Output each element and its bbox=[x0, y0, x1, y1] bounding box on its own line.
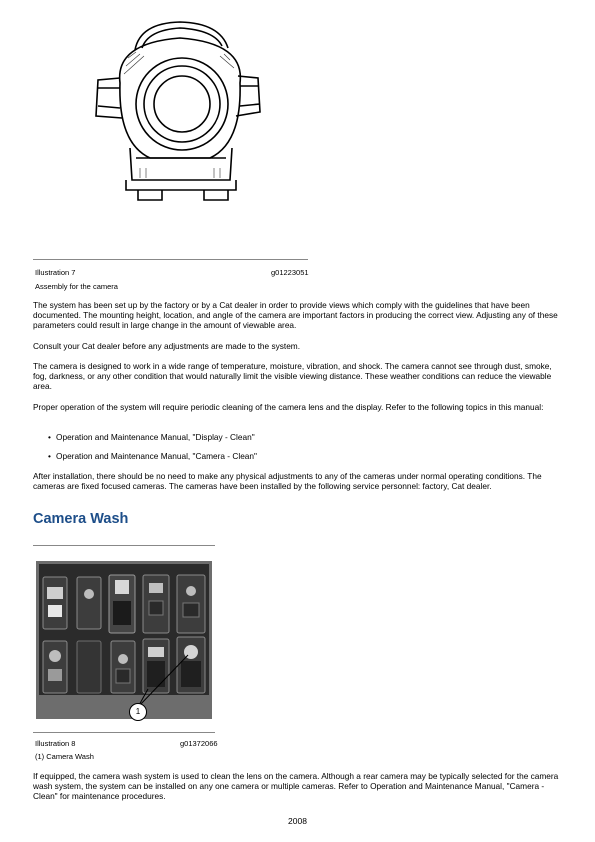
figure1-label: Illustration 7 bbox=[35, 268, 76, 277]
paragraph-consult: Consult your Cat dealer before any adjustments are made to the system. bbox=[33, 341, 301, 351]
cleaning-topics-list-2 bbox=[48, 451, 257, 461]
figure1-code: g01223051 bbox=[271, 268, 309, 277]
paragraph-setup: The system has been set up by the factory or by a Cat dealer in order to provide views which comply with the guidelines that have been documented. The mounting height, location, and angle of the camera are important factors in producing the correct view. Adjusting any of these parameters could result in large change in the amount of viewable area. bbox=[33, 300, 558, 331]
list-item: • Operation and Maintenance Manual, "Display - Clean" bbox=[48, 432, 255, 442]
paragraph-camera-wash: If equipped, the camera wash system is used to clean the lens on the camera. Although a rear camera may be typically selected for the camera wash system, the system can be installed on any one camera or multiple cameras. Refer to Operation and Maintenance Manual, "Camera - Clean" for maintenance procedures. bbox=[33, 771, 559, 802]
figure1-caption: Assembly for the camera bbox=[35, 282, 118, 291]
figure2-label: Illustration 8 bbox=[35, 739, 76, 748]
page-number: 2008 bbox=[288, 816, 307, 826]
paragraph-cleaning: Proper operation of the system will require periodic cleaning of the camera lens and the display. Refer to the following topics in this manual: bbox=[33, 402, 544, 412]
section-heading: Camera Wash bbox=[33, 511, 129, 527]
paragraph-installation: After installation, there should be no need to make any physical adjustments to any of the cameras under normal operating conditions. The cameras are fixed focused cameras. The cameras have been installed by the following service personnel: factory, Cat dealer. bbox=[33, 471, 542, 492]
figure2-code: g01372066 bbox=[180, 739, 218, 748]
list-item: • Operation and Maintenance Manual, "Camera - Clean" bbox=[48, 451, 257, 461]
figure2-top-rule bbox=[33, 545, 215, 546]
camera-assembly-illustration bbox=[80, 8, 280, 213]
figure2-caption: (1) Camera Wash bbox=[35, 752, 94, 761]
figure1-rule bbox=[33, 259, 308, 260]
paragraph-environment: The camera is designed to work in a wide range of temperature, moisture, vibration, and shock. The camera cannot see through dust, smoke, fog, darkness, or any other condition that would naturally limit the visible viewing distance. These weather conditions can reduce the viewable area. bbox=[33, 361, 552, 392]
cleaning-topics-list bbox=[48, 432, 255, 442]
callout-1-circle: 1 bbox=[129, 703, 147, 721]
switch-panel-photo bbox=[36, 561, 212, 719]
figure2-rule bbox=[33, 732, 215, 733]
